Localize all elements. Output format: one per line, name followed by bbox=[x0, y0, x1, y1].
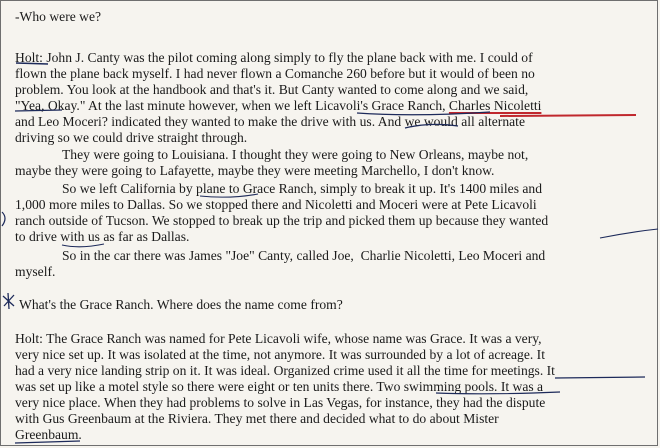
text-line: with Gus Greenbaum at the Riviera. They met there and decided what to do about Mister bbox=[15, 411, 499, 426]
text-line: So we left California by plane to Grace Ranch, simply to break it up. It's 1400 miles and bbox=[62, 181, 543, 196]
text-line: Holt: The Grace Ranch was named for Pete Licavoli wife, whose name was Grace. It was a very, bbox=[15, 331, 542, 346]
text-line: flown the plane back myself. I had never flown a Comanche 260 before but it would of been no bbox=[15, 66, 535, 81]
text-line: had a very nice landing strip on it. It was ideal. Organized crime used it all the time for meetings. It bbox=[15, 363, 555, 378]
text-line: myself. bbox=[15, 264, 56, 279]
underlined-name: Charles Nicoletti bbox=[448, 98, 542, 113]
text-line: to drive with us as far as Dallas. bbox=[15, 229, 190, 244]
text-line: driving so we could drive straight through. bbox=[15, 130, 248, 145]
text-line bbox=[15, 98, 541, 114]
text-line: 1,000 more miles to Dallas. So we stopped there and Nicoletti and Moceri were at Pete Licavoli bbox=[15, 197, 537, 212]
question-line: What's the Grace Ranch. Where does the name come from? bbox=[19, 297, 343, 312]
text-line: and Leo Moceri? indicated they wanted to make the drive with us. And we would all alternate bbox=[15, 114, 525, 129]
text-line: very nice set up. It was isolated at the time, not anymore. It was surrounded by a lot of acreage. It bbox=[15, 347, 545, 362]
text-line: was set up like a motel style so there were eight or ten units there. Two swimming pools. It was a bbox=[15, 379, 544, 394]
text-line-start: "Yea, Okay." At the last minute however, when we left Licavoli's Grace Ranch, bbox=[15, 98, 449, 113]
section-heading: -Who were we? bbox=[15, 9, 102, 24]
text-line: Greenbaum. bbox=[15, 427, 82, 442]
text-line: Holt: John J. Canty was the pilot coming along simply to fly the plane back with me. I could of bbox=[15, 50, 533, 65]
text-line: ranch outside of Tucson. We stopped to break up the trip and picked them up because they wanted bbox=[15, 213, 549, 228]
text-line: They were going to Louisiana. I thought they were going to New Orleans, maybe not, bbox=[62, 147, 529, 162]
text-line: problem. You look at the handbook and that's it. But Canty wanted to come along and we said, bbox=[15, 82, 529, 97]
text-line: very nice place. When they had problems to solve in Las Vegas, for instance, they had the dispute bbox=[15, 395, 546, 410]
text-line: maybe they were going to Lafayette, maybe they were meeting Marchello, I don't know. bbox=[15, 163, 495, 178]
text-line: So in the car there was James "Joe" Canty, called Joe, Charlie Nicoletti, Leo Moceri and bbox=[62, 248, 546, 263]
